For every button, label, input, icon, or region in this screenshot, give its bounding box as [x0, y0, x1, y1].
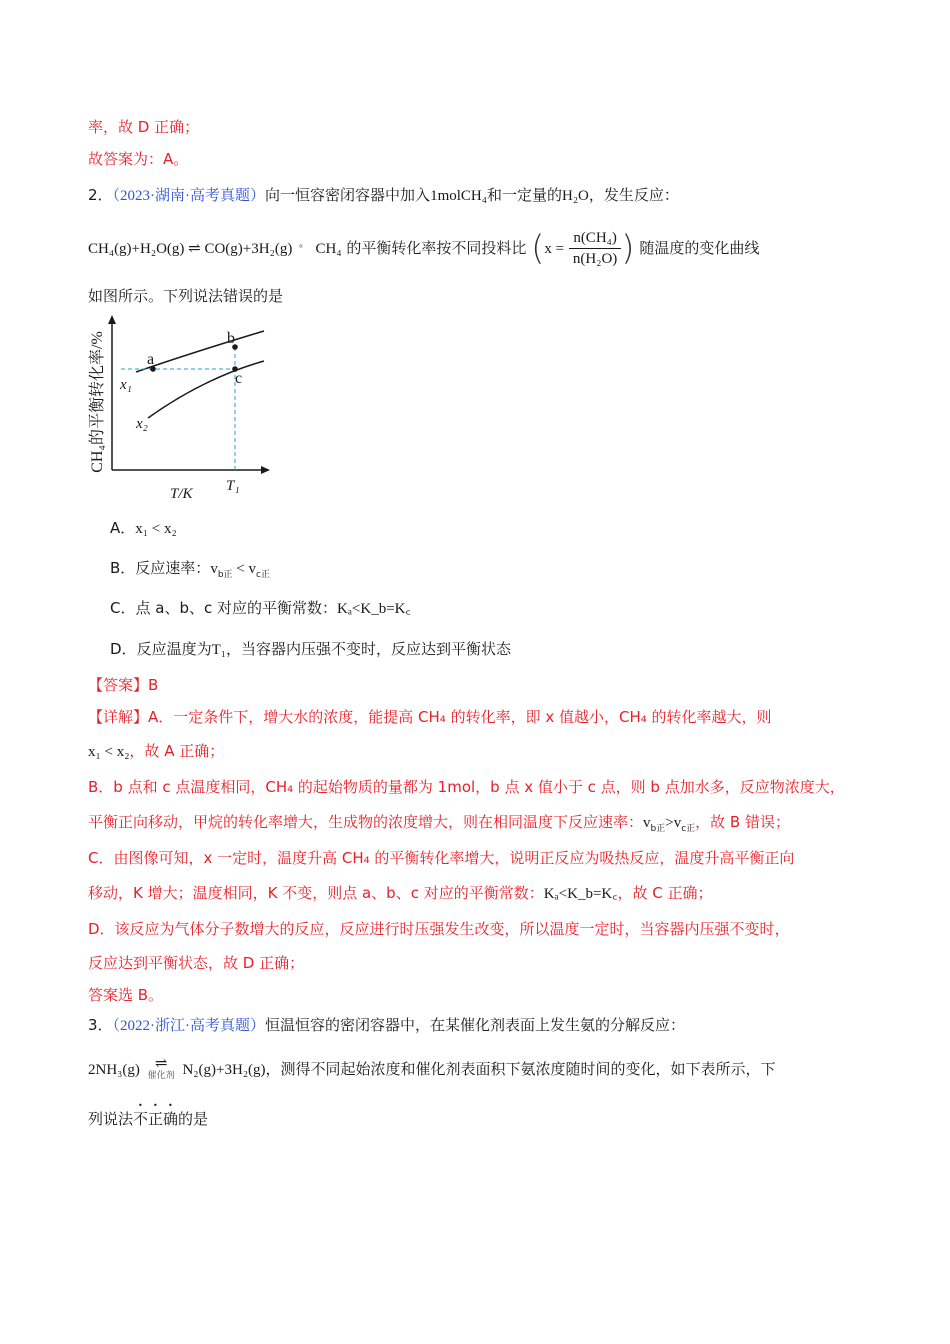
y-axis-label-text: CH₄的平衡转化率/% — [89, 331, 106, 473]
q2-x-eq: x = — [544, 241, 565, 257]
option-a-text: x₁ < x₂ — [135, 521, 177, 537]
q3-stem-line-1 — [88, 1015, 685, 1036]
option-b-label: B． — [110, 559, 136, 577]
option-c — [110, 598, 411, 619]
answer-label: 【答案】 — [88, 676, 149, 694]
q2-number: 2． — [88, 186, 113, 204]
point-a-label: a — [147, 351, 155, 368]
explain-d-line-1: D．该反应为气体分子数增大的反应，反应进行时压强发生改变，所以温度一定时，当容器内压强不变时， — [88, 920, 790, 938]
q3-intro: 恒温恒容的密闭容器中，在某催化剂表面上发生氨的分解反应： — [265, 1016, 686, 1034]
explain-b-text: 平衡正向移动，甲烷的转化率增大，生成物的浓度增大，则在相同温度下反应速率： — [88, 813, 644, 831]
option-b-v2: v — [248, 561, 256, 577]
q3-desc-a: ，测得不同起始浓度和催化剂表面积下氨浓度随时间的变化，如下表所示，下 — [265, 1060, 776, 1078]
q2-desc-a: 的平衡转化率按不同投料比 — [346, 239, 527, 257]
x-axis-label: T/K — [170, 486, 193, 502]
option-d-t1: T₁ — [211, 642, 226, 658]
explain-c-line-2 — [88, 883, 712, 904]
explain-b-v1: v — [643, 815, 651, 831]
q3-stem-line-3 — [88, 1101, 208, 1129]
point-c-label: c — [235, 370, 243, 387]
q2-x-num: n(CH₄) — [569, 228, 621, 249]
option-a — [110, 518, 177, 539]
q3-reaction-b: N₂(g)+3H₂(g) — [182, 1062, 266, 1078]
option-b-v1-sub: b正 — [217, 570, 233, 580]
curve-x2-label: x₂ — [136, 416, 148, 432]
paren-open: ( — [531, 228, 545, 269]
q3-desc-b3: 的是 — [178, 1110, 209, 1128]
explain-a-formula: x₁ < x₂ — [88, 744, 130, 760]
paren-close: ) — [621, 228, 635, 269]
option-b-op: < — [232, 561, 249, 577]
q3-reaction-a: 2NH₃(g) — [88, 1062, 140, 1078]
q2-intro-b: 和一定量的 — [486, 186, 562, 204]
q2-desc-b: 随温度的变化曲线 — [639, 239, 760, 257]
explain-c-formula: Kₐ<K_b=K꜀ — [543, 886, 618, 902]
option-d-suffix: ，当容器内压强不变时，反应达到平衡状态 — [225, 640, 511, 658]
explain-b-v1-sub: b正 — [650, 824, 666, 834]
q3-desc-b2: 不正确 — [133, 1110, 179, 1128]
option-b-v2-sub: c正 — [256, 570, 270, 580]
y-axis-arrow — [108, 315, 116, 324]
explain-b-v2: >v — [665, 815, 682, 831]
q2-stem-line-1 — [88, 185, 679, 206]
explain-a-conclusion: ，故 A 正确； — [129, 742, 225, 760]
answer-value: B — [148, 676, 159, 694]
prev-line-1: 率，故 D 正确； — [88, 118, 200, 136]
option-d-prefix: 反应温度为 — [136, 640, 212, 658]
q2-x-den: n(H₂O) — [572, 251, 618, 267]
explain-b-line-2 — [88, 812, 790, 839]
q3-stem-line-2 — [88, 1055, 776, 1084]
explain-a-text: A．一定条件下，增大水的浓度，能提高 CH₄ 的转化率，即 x 值越小，CH₄ 的转化率越大，则 — [148, 708, 772, 726]
q2-stem-line-3: 如图所示。下列说法错误的是 — [88, 287, 284, 305]
option-c-formula: Kₐ<K_b=K꜀ — [336, 601, 411, 617]
q3-arrow-group — [147, 1055, 175, 1082]
y-axis-label — [88, 331, 106, 473]
q3-catalyst: 催化剂 — [147, 1070, 175, 1081]
q3-number: 3． — [88, 1016, 113, 1034]
option-d-label: D． — [110, 640, 137, 658]
q3-desc-b1: 列说法 — [88, 1110, 134, 1128]
q2-h2o: H₂O — [561, 188, 589, 204]
explain-a-line-2 — [88, 741, 224, 762]
x-axis-arrow — [261, 466, 270, 474]
conversion-graph — [84, 312, 284, 507]
q2-degree: ° — [299, 243, 303, 253]
option-b-prefix: 反应速率： — [135, 559, 211, 577]
q2-intro-c: ，发生反应： — [588, 186, 679, 204]
explain-b-conclusion: ，故 B 错误； — [695, 813, 790, 831]
curve-x2 — [148, 361, 264, 418]
option-b-v1: v — [210, 561, 218, 577]
option-b — [110, 558, 270, 585]
prev-line-2: 故答案为：A。 — [88, 150, 189, 168]
q2-ch4: CH₄ — [315, 241, 342, 257]
option-d — [110, 639, 511, 660]
q2-intro-a: 向一恒容密闭容器中加入 — [265, 186, 431, 204]
answer-line — [88, 675, 158, 695]
explain-b-line-1: B．b 点和 c 点温度相同，CH₄ 的起始物质的量都为 1mol，b 点 x 值小于 c 点，则 b 点加水多，反应物浓度大， — [88, 778, 845, 796]
option-c-label: C． — [110, 599, 136, 617]
curve-x1-label: x₁ — [120, 377, 132, 393]
explain-end: 答案选 B。 — [88, 986, 164, 1004]
q2-x-fraction — [569, 228, 621, 269]
point-b-label: b — [227, 330, 235, 347]
option-a-label: A． — [110, 519, 136, 537]
q2-source: （2023·湖南·高考真题） — [112, 188, 266, 204]
explain-c-line-1: C．由图像可知，x 一定时，温度升高 CH₄ 的平衡转化率增大，说明正反应为吸热反应，温度升高平衡正向 — [88, 849, 795, 867]
curve-x1 — [136, 331, 264, 372]
explain-a-line-1 — [88, 707, 772, 727]
option-c-prefix: 点 a、b、c 对应的平衡常数： — [135, 599, 337, 617]
explain-d-line-2: 反应达到平衡状态，故 D 正确； — [88, 954, 305, 972]
q3-arrow: ⇌ — [154, 1055, 168, 1072]
t1-label: T₁ — [226, 478, 240, 494]
explain-c-conclusion: ，故 C 正确； — [617, 884, 713, 902]
q3-source: （2022·浙江·高考真题） — [112, 1018, 266, 1034]
q2-stem-line-2 — [88, 226, 759, 271]
explain-b-v2-sub: c正 — [681, 824, 696, 834]
explain-c-text: 移动，K 增大；温度相同，K 不变，则点 a、b、c 对应的平衡常数： — [88, 884, 544, 902]
q2-reaction: CH₄(g)+H₂O(g) ⇌ CO(g)+3H₂(g) — [88, 241, 293, 257]
q2-ch4-amount: 1molCH₄ — [430, 188, 487, 204]
explain-label: 【详解】 — [88, 708, 149, 726]
